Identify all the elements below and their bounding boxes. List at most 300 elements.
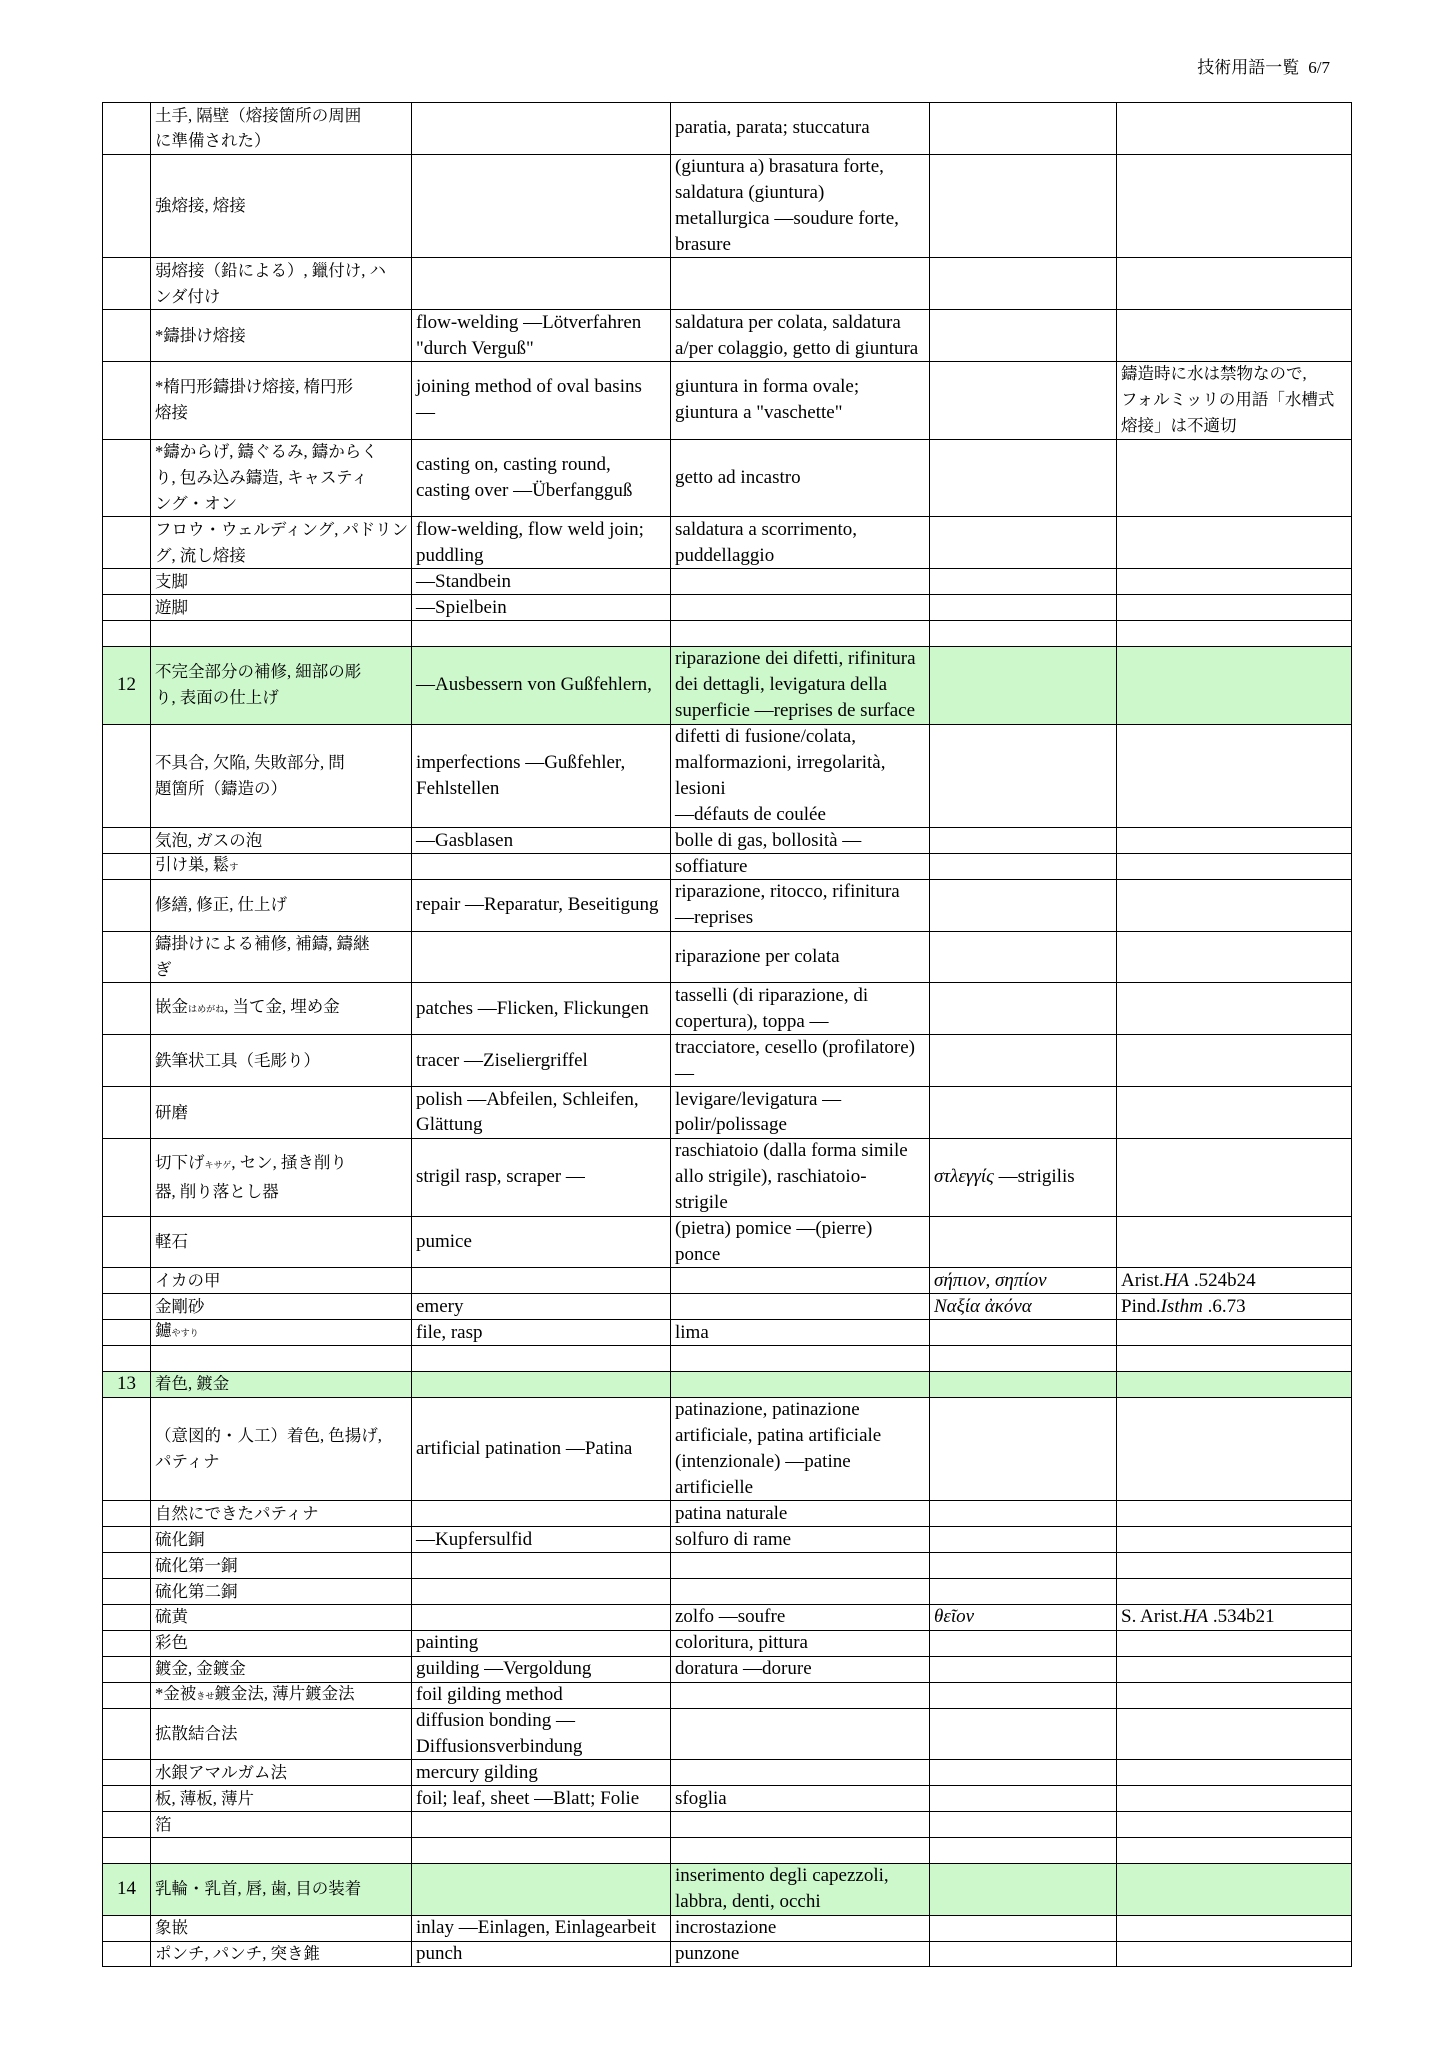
cell-text: 箔: [155, 1814, 172, 1834]
row-number-cell: [103, 1864, 151, 1915]
italian-french-term-cell: [671, 1294, 930, 1319]
table-row: [103, 258, 1352, 310]
italian-french-term-cell: [671, 1398, 930, 1501]
cell-text: 遊脚: [155, 597, 188, 617]
table-row: [103, 1683, 1352, 1709]
table-row: [103, 155, 1352, 259]
reference-cell: [1117, 517, 1352, 568]
reference-cell: [1117, 569, 1352, 594]
greek-term-cell: [930, 1683, 1117, 1708]
italian-french-term-cell: [671, 1139, 930, 1216]
english-german-term-cell: [412, 595, 671, 620]
english-german-term-cell: [412, 621, 671, 646]
japanese-term-cell: [151, 155, 412, 258]
row-number-cell: [103, 362, 151, 439]
ruby-reading: キサゲ: [204, 1159, 232, 1170]
english-german-term-cell: [412, 1709, 671, 1760]
row-number-cell: [103, 983, 151, 1034]
greek-term-cell: [930, 1268, 1117, 1293]
cell-text: doratura —dorure: [675, 1658, 812, 1680]
row-number-cell: [103, 1553, 151, 1578]
greek-term-cell: [930, 1553, 1117, 1578]
italian-french-term-cell: [671, 595, 930, 620]
reference-cell: [1117, 854, 1352, 879]
greek-term-cell: [930, 569, 1117, 594]
text-segment: , セン, 掻き削り: [231, 1152, 347, 1172]
italian-french-term-cell: [671, 880, 930, 931]
cell-text: saldatura per colata, saldatura: [675, 311, 901, 333]
greek-term-cell: [930, 1346, 1117, 1371]
greek-term-cell: [930, 517, 1117, 568]
japanese-term-cell: [151, 1268, 412, 1293]
italian-french-term-cell: [671, 1916, 930, 1941]
row-number-cell: [103, 1294, 151, 1319]
english-german-term-cell: [412, 983, 671, 1034]
japanese-term-cell: [151, 258, 412, 309]
greek-term-cell: [930, 828, 1117, 853]
greek-term-cell: [930, 1942, 1117, 1967]
reference-cell: [1117, 103, 1352, 154]
english-german-term-cell: [412, 1605, 671, 1630]
italian-french-term-cell: [671, 569, 930, 594]
english-german-term-cell: [412, 1398, 671, 1501]
greek-term-cell: [930, 1398, 1117, 1501]
cell-text: imperfections —Gußfehler,: [416, 751, 626, 773]
greek-term-cell: [930, 1760, 1117, 1785]
table-row: [103, 725, 1352, 829]
japanese-term-cell: [151, 1916, 412, 1941]
cell-text: coloritura, pittura: [675, 1632, 808, 1654]
reference-cell: [1117, 1760, 1352, 1785]
cell-text: 支脚: [155, 571, 188, 591]
cell-text: 研磨: [155, 1102, 188, 1122]
cell-text: malformazioni, irregolarità,: [675, 751, 886, 773]
cell-text: mercury gilding: [416, 1761, 538, 1783]
greek-term-cell: [930, 983, 1117, 1034]
row-number-cell: [103, 569, 151, 594]
cell-text: 硫黄: [155, 1607, 188, 1627]
cell-text: [155, 1681, 409, 1710]
english-german-term-cell: [412, 1294, 671, 1319]
cell-text: Glättung: [416, 1114, 483, 1136]
cell-text: lima: [675, 1321, 709, 1343]
row-number-cell: [103, 1812, 151, 1837]
greek-term-cell: [930, 1087, 1117, 1138]
cell-text: ング・オン: [155, 493, 238, 513]
row-number-cell: [103, 1372, 151, 1397]
italian-french-term-cell: [671, 103, 930, 154]
greek-term-cell: [930, 1812, 1117, 1837]
cell-text: artificielle: [675, 1477, 754, 1499]
text-segment: 鍍金法, 薄片鍍金法: [214, 1683, 355, 1703]
cell-text: [155, 852, 409, 881]
table-row: [103, 1709, 1352, 1761]
english-german-term-cell: [412, 1320, 671, 1345]
reference-cell: [1117, 440, 1352, 517]
italian-french-term-cell: [671, 1786, 930, 1811]
japanese-term-cell: [151, 1812, 412, 1837]
cell-text: 硫化第二銅: [155, 1581, 238, 1601]
english-german-term-cell: [412, 1760, 671, 1785]
row-number-cell: [103, 828, 151, 853]
japanese-term-cell: [151, 932, 412, 983]
english-german-term-cell: [412, 1786, 671, 1811]
cell-text: patina naturale: [675, 1502, 788, 1524]
greek-term-cell: [930, 155, 1117, 258]
cell-text: [1121, 1604, 1349, 1630]
cell-text: [934, 1164, 1114, 1190]
cell-text: —: [416, 402, 435, 424]
table-row: [103, 1553, 1352, 1579]
cell-text: [934, 1294, 1114, 1320]
text-segment: 引け巣, 鬆: [155, 855, 230, 874]
text-segment: —strigilis: [993, 1166, 1075, 1188]
cell-text: 鑄造時に水は禁物なので,: [1121, 364, 1307, 384]
greek-term-cell: [930, 880, 1117, 931]
cell-text: saldatura (giuntura): [675, 182, 825, 204]
cell-text: labbra, denti, occhi: [675, 1891, 821, 1913]
table-row: [103, 1527, 1352, 1553]
italian-french-term-cell: [671, 517, 930, 568]
italian-french-term-cell: [671, 932, 930, 983]
reference-cell: [1117, 1657, 1352, 1682]
cell-text: bolle di gas, bollosità —: [675, 829, 862, 851]
cell-text: file, rasp: [416, 1321, 483, 1343]
cell-text: polish —Abfeilen, Schleifen,: [416, 1088, 639, 1110]
cell-text: [1121, 1294, 1349, 1320]
reference-cell: [1117, 1579, 1352, 1604]
cell-text: 12: [117, 674, 136, 696]
row-number-cell: [103, 595, 151, 620]
row-number-cell: [103, 1398, 151, 1501]
japanese-term-cell: [151, 440, 412, 517]
english-german-term-cell: [412, 440, 671, 517]
cell-text: 鉄筆状工具（毛彫り）: [155, 1050, 320, 1070]
cell-text: 熔接」は不適切: [1121, 416, 1237, 436]
table-row: [103, 828, 1352, 854]
cell-text: ンダ付け: [155, 286, 221, 306]
row-number-cell: [103, 725, 151, 828]
table-row: [103, 362, 1352, 440]
japanese-term-cell: [151, 621, 412, 646]
cell-text: 自然にできたパティナ: [155, 1503, 319, 1523]
cell-text: グ, 流し熔接: [155, 545, 246, 565]
japanese-term-cell: [151, 1838, 412, 1863]
english-german-term-cell: [412, 1527, 671, 1552]
greek-term-cell: [930, 621, 1117, 646]
cell-text: (pietra) pomice —(pierre): [675, 1218, 873, 1240]
cell-text: 硫化銅: [155, 1529, 205, 1549]
english-german-term-cell: [412, 1916, 671, 1941]
italian-french-term-cell: [671, 725, 930, 828]
japanese-term-cell: [151, 1553, 412, 1578]
japanese-term-cell: [151, 362, 412, 439]
page-header: [1197, 58, 1330, 78]
table-row: [103, 1501, 1352, 1527]
cell-text: lesioni: [675, 777, 726, 799]
cell-text: patches —Flicken, Flickungen: [416, 997, 649, 1019]
cell-text: "durch Verguß": [416, 337, 534, 359]
cell-text: punch: [416, 1943, 463, 1965]
english-german-term-cell: [412, 1087, 671, 1138]
japanese-term-cell: [151, 1139, 412, 1216]
greek-term-cell: [930, 1605, 1117, 1630]
italian-french-term-cell: [671, 854, 930, 879]
cell-text: inserimento degli capezzoli,: [675, 1865, 889, 1887]
japanese-term-cell: [151, 1501, 412, 1526]
reference-cell: [1117, 725, 1352, 828]
cell-text: puddling: [416, 544, 484, 566]
cell-text: 鍍金, 金鍍金: [155, 1659, 246, 1679]
cell-text: dei dettagli, levigatura della: [675, 674, 888, 696]
greek-term-cell: [930, 1864, 1117, 1915]
ruby-reading: す: [229, 862, 239, 872]
text-segment: *金被: [155, 1683, 197, 1703]
greek-term-cell: [930, 1501, 1117, 1526]
cell-text: incrostazione: [675, 1917, 777, 1939]
cell-text: 14: [117, 1878, 136, 1900]
cell-text: [155, 1318, 409, 1347]
cell-text: 彩色: [155, 1633, 188, 1653]
japanese-term-cell: [151, 854, 412, 879]
cell-text: repair —Reparatur, Beseitigung: [416, 894, 659, 916]
text-segment: .534b21: [1208, 1606, 1275, 1628]
greek-term-cell: [930, 258, 1117, 309]
reference-cell: [1117, 647, 1352, 724]
row-number-cell: [103, 1838, 151, 1863]
row-number-cell: [103, 880, 151, 931]
english-german-term-cell: [412, 310, 671, 361]
cell-text: pumice: [416, 1231, 472, 1252]
japanese-term-cell: [151, 103, 412, 154]
italian-french-term-cell: [671, 1527, 930, 1552]
italian-french-term-cell: [671, 1268, 930, 1293]
row-number-cell: [103, 647, 151, 724]
italian-french-term-cell: [671, 1683, 930, 1708]
japanese-term-cell: [151, 1631, 412, 1656]
table-row: [103, 854, 1352, 880]
table-row: [103, 1139, 1352, 1217]
cell-text: 不具合, 欠陥, 失敗部分, 問: [155, 752, 345, 772]
reference-cell: [1117, 932, 1352, 983]
greek-term-cell: [930, 932, 1117, 983]
english-german-term-cell: [412, 1683, 671, 1708]
japanese-term-cell: [151, 828, 412, 853]
row-number-cell: [103, 103, 151, 154]
cell-text: difetti di fusione/colata,: [675, 726, 856, 747]
english-german-term-cell: [412, 1035, 671, 1086]
italic-text: HA: [1182, 1606, 1209, 1628]
japanese-term-cell: [151, 1786, 412, 1811]
japanese-term-cell: [151, 1035, 412, 1086]
reference-cell: [1117, 1942, 1352, 1967]
japanese-term-cell: [151, 880, 412, 931]
cell-text: tracer —Ziseliergriffel: [416, 1049, 588, 1071]
italian-french-term-cell: [671, 1087, 930, 1138]
cell-text: 硫化第一銅: [155, 1555, 238, 1575]
english-german-term-cell: [412, 1217, 671, 1268]
cell-text: [155, 994, 409, 1023]
cell-text: flow-welding —Lötverfahren: [416, 311, 642, 333]
english-german-term-cell: [412, 1864, 671, 1915]
cell-text: 金剛砂: [155, 1296, 205, 1316]
table-row: [103, 1035, 1352, 1087]
japanese-term-cell: [151, 595, 412, 620]
cell-text: パティナ: [155, 1452, 220, 1472]
english-german-term-cell: [412, 1268, 671, 1293]
reference-cell: [1117, 1709, 1352, 1760]
reference-cell: [1117, 621, 1352, 646]
cell-text: 象嵌: [155, 1918, 188, 1938]
table-row: [103, 1294, 1352, 1320]
table-row: [103, 1942, 1352, 1968]
text-segment: Arist.: [1121, 1269, 1164, 1291]
cell-text: ポンチ, パンチ, 突き錐: [155, 1944, 320, 1964]
japanese-term-cell: [151, 725, 412, 828]
italian-french-term-cell: [671, 155, 930, 258]
cell-text: a/per colaggio, getto di giuntura: [675, 337, 919, 359]
cell-text: tasselli (di riparazione, di: [675, 984, 869, 1006]
row-number-cell: [103, 1268, 151, 1293]
cell-text: 器, 削り落とし器: [155, 1181, 279, 1201]
greek-term-cell: [930, 1709, 1117, 1760]
english-german-term-cell: [412, 1631, 671, 1656]
cell-text: (intenzionale) —patine: [675, 1451, 851, 1473]
reference-cell: [1117, 1527, 1352, 1552]
italian-french-term-cell: [671, 1501, 930, 1526]
english-german-term-cell: [412, 1579, 671, 1604]
table-row: [103, 103, 1352, 155]
cell-text: 鑄掛けによる補修, 補鑄, 鑄継: [155, 934, 370, 954]
cell-text: *鑄掛け熔接: [155, 325, 246, 345]
table-row: [103, 1760, 1352, 1786]
japanese-term-cell: [151, 647, 412, 724]
row-number-cell: [103, 1916, 151, 1941]
english-german-term-cell: [412, 1838, 671, 1863]
cell-text: casting on, casting round,: [416, 454, 611, 476]
italian-french-term-cell: [671, 440, 930, 517]
table-row: [103, 1346, 1352, 1372]
row-number-cell: [103, 1631, 151, 1656]
row-number-cell: [103, 1657, 151, 1682]
cell-text: [934, 1604, 1114, 1630]
cell-text: inlay —Einlagen, Einlagearbeit: [416, 1917, 657, 1939]
greek-term-cell: [930, 854, 1117, 879]
greek-term-cell: [930, 362, 1117, 439]
cell-text: saldatura a scorrimento,: [675, 518, 858, 540]
greek-term-cell: [930, 1916, 1117, 1941]
row-number-cell: [103, 1346, 151, 1371]
cell-text: tracciatore, cesello (profilatore): [675, 1036, 915, 1058]
cell-text: —défauts de coulée: [675, 803, 826, 825]
row-number-cell: [103, 621, 151, 646]
cell-text: riparazione per colata: [675, 946, 840, 968]
table-row: [103, 1838, 1352, 1864]
cell-text: strigil rasp, scraper —: [416, 1166, 585, 1188]
cell-text: soffiature: [675, 855, 748, 877]
table-row: [103, 1268, 1352, 1294]
cell-text: 弱熔接（鉛による）, 鑞付け, ハ: [155, 260, 386, 280]
cell-text: フォルミッリの用語「水槽式: [1121, 390, 1335, 410]
reference-cell: [1117, 828, 1352, 853]
cell-text: 13: [117, 1373, 136, 1395]
table-row: [103, 1916, 1352, 1942]
row-number-cell: [103, 1527, 151, 1552]
greek-term-cell: [930, 1527, 1117, 1552]
cell-text: 気泡, ガスの泡: [155, 830, 263, 850]
text-segment: S. Arist.: [1121, 1606, 1183, 1628]
cell-text: guilding —Vergoldung: [416, 1658, 592, 1680]
cell-text: foil gilding method: [416, 1684, 563, 1706]
table-row: [103, 1631, 1352, 1657]
table-row: [103, 1605, 1352, 1631]
row-number-cell: [103, 517, 151, 568]
japanese-term-cell: [151, 1087, 412, 1138]
italian-french-term-cell: [671, 1553, 930, 1578]
reference-cell: [1117, 1786, 1352, 1811]
italic-text: σήπιον, σηπίον: [934, 1269, 1047, 1291]
cell-text: —Standbein: [416, 570, 511, 592]
italian-french-term-cell: [671, 1657, 930, 1682]
cell-text: 強熔接, 熔接: [155, 196, 246, 216]
italian-french-term-cell: [671, 1942, 930, 1967]
greek-term-cell: [930, 1657, 1117, 1682]
cell-text: sfoglia: [675, 1787, 727, 1809]
cell-text: ponce: [675, 1243, 721, 1265]
greek-term-cell: [930, 1579, 1117, 1604]
section-row: [103, 1864, 1352, 1916]
cell-text: superficie —reprises de surface: [675, 700, 916, 722]
reference-cell: [1117, 1320, 1352, 1345]
table-row: [103, 310, 1352, 362]
cell-text: [1121, 1268, 1349, 1294]
cell-text: —Spielbein: [416, 596, 507, 618]
cell-text: allo strigile), raschiatoio-: [675, 1166, 867, 1188]
japanese-term-cell: [151, 1346, 412, 1371]
italian-french-term-cell: [671, 362, 930, 439]
reference-cell: [1117, 1916, 1352, 1941]
japanese-term-cell: [151, 1760, 412, 1785]
cell-text: artificial patination —Patina: [416, 1438, 633, 1460]
section-row: [103, 1372, 1352, 1398]
row-number-cell: [103, 310, 151, 361]
reference-cell: [1117, 1631, 1352, 1656]
row-number-cell: [103, 1760, 151, 1785]
reference-cell: [1117, 1346, 1352, 1371]
italic-text: στλεγγίς: [934, 1166, 994, 1188]
cell-text: 拡散結合法: [155, 1723, 238, 1743]
reference-cell: [1117, 1139, 1352, 1216]
reference-cell: [1117, 1838, 1352, 1863]
row-number-cell: [103, 1709, 151, 1760]
japanese-term-cell: [151, 1864, 412, 1915]
cell-text: polir/polissage: [675, 1114, 787, 1136]
greek-term-cell: [930, 1372, 1117, 1397]
japanese-term-cell: [151, 1398, 412, 1501]
text-segment: 切下げ: [155, 1152, 205, 1172]
english-german-term-cell: [412, 1812, 671, 1837]
cell-text: paratia, parata; stuccatura: [675, 117, 870, 139]
japanese-term-cell: [151, 1579, 412, 1604]
italian-french-term-cell: [671, 258, 930, 309]
cell-text: *鑄からげ, 鑄ぐるみ, 鑄からく: [155, 442, 378, 462]
table-row: [103, 1786, 1352, 1812]
reference-cell: [1117, 595, 1352, 620]
cell-text: 板, 薄板, 薄片: [155, 1788, 254, 1808]
row-number-cell: [103, 155, 151, 258]
cell-text: 題箇所（鑄造の）: [155, 778, 287, 798]
table-row: [103, 1087, 1352, 1139]
